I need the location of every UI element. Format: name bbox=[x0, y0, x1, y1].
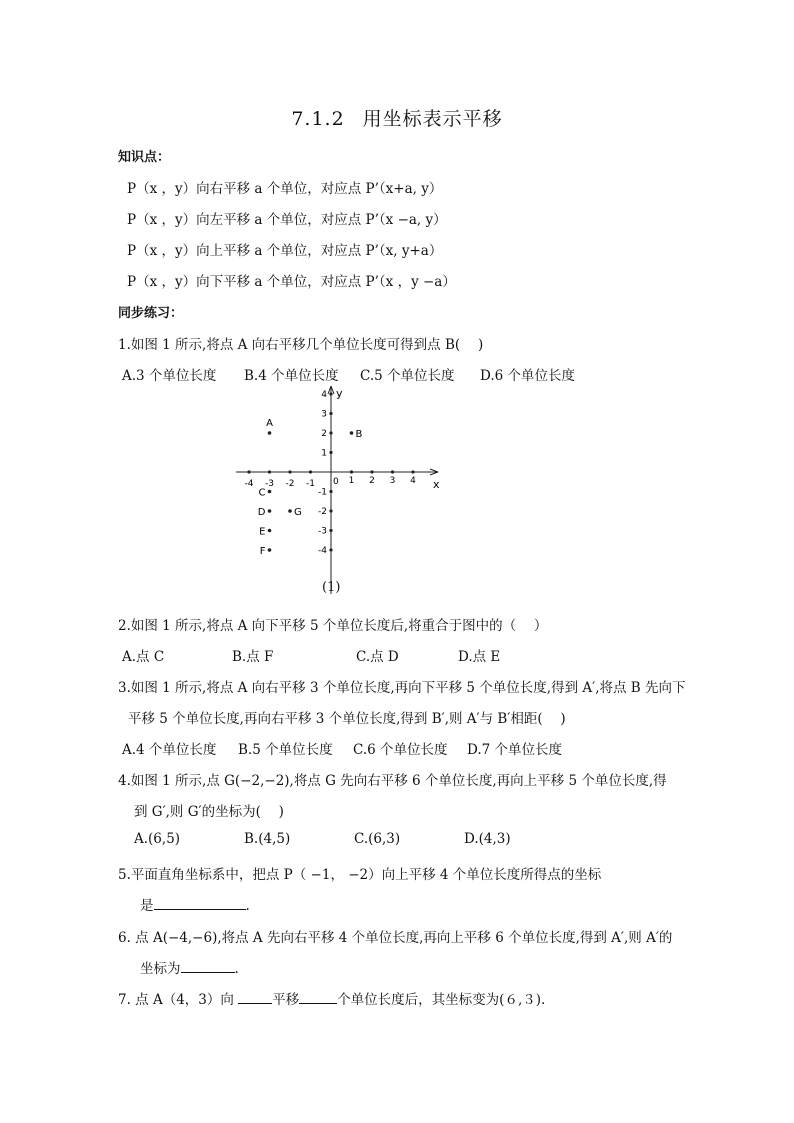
point-g bbox=[288, 509, 292, 513]
point-d bbox=[268, 509, 272, 513]
q6-stem-line2 bbox=[140, 957, 239, 977]
x-tick-label: 1 bbox=[348, 476, 355, 486]
q5-stem-line2 bbox=[140, 894, 250, 914]
knowledge-item-down: P（x ，y）向下平移 a 个单位，对应点 P’（x ，y −a） bbox=[127, 274, 456, 290]
y-tick-mark bbox=[329, 529, 332, 532]
q5-answer-blank[interactable] bbox=[154, 897, 246, 910]
q4-stem-line1: 4.如图 1 所示,点 G(−2,−2),将点 G 先向右平移 6 个单位长度,再向上平移 5 个单位长度,得 bbox=[118, 773, 667, 789]
title-text: 用坐标表示平移 bbox=[362, 108, 503, 130]
q7-prefix: 7. 点 A（4，3）向 bbox=[118, 992, 239, 1008]
title-number: 7.1.2 bbox=[291, 108, 345, 130]
x-tick-label: -1 bbox=[306, 479, 315, 489]
q4-option-c[interactable]: C.(6,3) bbox=[354, 831, 401, 847]
q4-option-d[interactable]: D.(4,3) bbox=[464, 831, 511, 847]
y-tick-label: -3 bbox=[318, 526, 327, 537]
q5-prefix: 是 bbox=[140, 898, 154, 914]
point-f bbox=[268, 548, 272, 552]
knowledge-item-left: P（x ，y）向左平移 a 个单位，对应点 P’（x −a, y） bbox=[127, 212, 447, 228]
q1-option-d[interactable]: D.6 个单位长度 bbox=[480, 368, 576, 384]
knowledge-item-up: P（x ，y）向上平移 a 个单位，对应点 P’（x, y+a） bbox=[127, 243, 443, 259]
point-label-b: B bbox=[355, 429, 363, 440]
point-label-f: F bbox=[259, 546, 266, 557]
x-tick-label: -3 bbox=[265, 479, 274, 489]
q7-stem bbox=[118, 988, 545, 1008]
x-tick-mark bbox=[247, 470, 250, 473]
q2-option-c[interactable]: C.点 D bbox=[356, 649, 399, 665]
q2-option-a[interactable]: A.点 C bbox=[122, 649, 165, 665]
y-tick-label: -4 bbox=[318, 546, 327, 556]
q3-option-b[interactable]: B.5 个单位长度 bbox=[238, 742, 333, 758]
y-tick-mark bbox=[329, 451, 332, 454]
point-a bbox=[268, 431, 272, 435]
y-tick-mark bbox=[329, 431, 332, 434]
q5-suffix: . bbox=[245, 898, 250, 914]
practice-heading: 同步练习： bbox=[118, 306, 184, 321]
point-c bbox=[268, 490, 272, 494]
q4-stem-line2: 到 G′,则 G′的坐标为( ) bbox=[134, 804, 284, 820]
x-tick-label: -2 bbox=[285, 479, 295, 489]
q1-option-a[interactable]: A.3 个单位长度 bbox=[122, 368, 217, 384]
x-tick-mark bbox=[309, 470, 312, 473]
y-tick-label: 2 bbox=[321, 429, 327, 439]
q7-direction-blank[interactable] bbox=[238, 991, 272, 1004]
q6-suffix: . bbox=[234, 961, 239, 977]
y-tick-label: 3 bbox=[321, 409, 327, 420]
q3-stem-line2: 平移 5 个单位长度,再向右平移 3 个单位长度,得到 B′,则 A′与 B′相距( ) bbox=[128, 711, 566, 727]
q3-option-c[interactable]: C.6 个单位长度 bbox=[353, 742, 448, 758]
q7-middle: 平移 bbox=[272, 992, 300, 1008]
y-tick-mark bbox=[329, 490, 332, 493]
x-tick-label: 4 bbox=[410, 476, 416, 486]
point-label-c: C bbox=[258, 487, 266, 499]
q3-option-d[interactable]: D.7 个单位长度 bbox=[467, 742, 563, 758]
point-b bbox=[350, 431, 354, 435]
y-tick-label: -2 bbox=[318, 507, 327, 517]
point-label-g: G bbox=[294, 507, 302, 518]
x-tick-mark bbox=[411, 470, 414, 473]
figure-caption: (1) bbox=[322, 580, 341, 595]
q1-stem: 1.如图 1 所示,将点 A 向右平移几个单位长度可得到点 B( ) bbox=[118, 337, 484, 353]
q6-answer-blank[interactable] bbox=[181, 960, 235, 973]
point-e bbox=[268, 529, 272, 533]
x-tick-mark bbox=[268, 470, 271, 473]
x-tick-mark bbox=[350, 470, 353, 473]
q6-stem-line1: 6. 点 A(−4,−6),将点 A 先向右平移 4 个单位长度,再向上平移 6 个单位长度,得到 A′,则 A′的 bbox=[118, 930, 673, 946]
y-axis-label: y bbox=[336, 387, 343, 400]
y-tick-label: -1 bbox=[318, 487, 327, 498]
y-tick-mark bbox=[329, 548, 332, 551]
knowledge-heading: 知识点： bbox=[118, 150, 171, 165]
x-tick-label: 2 bbox=[369, 476, 375, 486]
coordinate-figure bbox=[230, 382, 450, 600]
q4-option-a[interactable]: A.(6,5) bbox=[134, 831, 181, 847]
origin-label: 0 bbox=[333, 477, 339, 487]
knowledge-item-right: P（x ，y）向右平移 a 个单位，对应点 P’（x+a, y） bbox=[127, 181, 443, 197]
q1-option-c[interactable]: C.5 个单位长度 bbox=[360, 368, 455, 384]
y-tick-label: 1 bbox=[321, 448, 327, 459]
q4-option-b[interactable]: B.(4,5) bbox=[244, 831, 291, 847]
y-tick-label: 4 bbox=[321, 390, 327, 400]
q3-option-a[interactable]: A.4 个单位长度 bbox=[122, 742, 217, 758]
point-label-a: A bbox=[266, 418, 273, 429]
q5-stem-line1: 5.平面直角坐标系中，把点 P（ −1， −2）向上平移 4 个单位长度所得点的坐标 bbox=[118, 867, 602, 883]
q2-option-d[interactable]: D.点 E bbox=[458, 649, 501, 665]
q7-suffix: 个单位长度后，其坐标变为(６,３). bbox=[337, 992, 546, 1008]
q2-option-b[interactable]: B.点 F bbox=[232, 649, 274, 665]
x-tick-mark bbox=[288, 470, 291, 473]
point-label-e: E bbox=[259, 526, 266, 538]
q6-prefix: 坐标为 bbox=[140, 961, 181, 977]
q1-option-b[interactable]: B.4 个单位长度 bbox=[244, 368, 339, 384]
q3-stem-line1: 3.如图 1 所示,将点 A 向右平移 3 个单位长度,再向下平移 5 个单位长度,得到 A′,将点 B 先向下 bbox=[118, 680, 686, 696]
q7-units-blank[interactable] bbox=[299, 991, 337, 1004]
x-tick-label: -4 bbox=[244, 479, 254, 489]
page-title bbox=[0, 104, 794, 131]
q2-stem: 2.如图 1 所示,将点 A 向下平移 5 个单位长度后,将重合于图中的（ ） bbox=[118, 618, 548, 634]
x-tick-label: 3 bbox=[389, 476, 396, 486]
point-label-d: D bbox=[257, 507, 266, 518]
x-axis-label: x bbox=[433, 478, 440, 491]
y-tick-mark bbox=[329, 412, 332, 415]
x-tick-mark bbox=[370, 470, 373, 473]
y-tick-mark bbox=[329, 392, 332, 395]
y-tick-mark bbox=[329, 509, 332, 512]
x-tick-mark bbox=[391, 470, 394, 473]
